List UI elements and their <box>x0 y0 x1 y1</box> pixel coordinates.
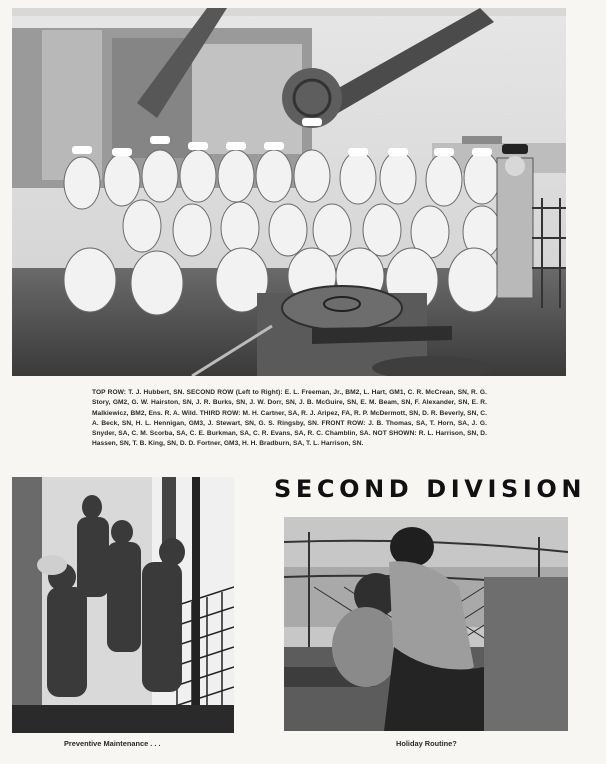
holiday-routine-photo <box>284 517 568 731</box>
maintenance-photo-caption: Preventive Maintenance . . . <box>64 739 161 748</box>
division-group-photo <box>12 8 566 376</box>
page-title: SECOND DIVISION <box>274 475 587 503</box>
crew-roster-caption: TOP ROW: T. J. Hubbert, SN. SECOND ROW (Left to Right): E. L. Freeman, Jr., BM2, L. Hart, GM1, C. R. McCrean, SN, R. G. Story, GM2, G. W. Hairston, SN, J. R. Burks, SN, J. W. Dorr, SN, J. B. McGuire, SN, E. M. Beam, SN, F. Alexander, SN, E. R. Malkiewicz, BM2, Ens. R. A. Wild. THIRD ROW: M. H. Cartner, SA, R. J. Aripez, FA, R. P. McDermott, SN, D. R. Beverly, SN, C. A. Beck, SN, H. L. Hennigan, GM3, J. Stewart, SN, G. S. Ringsby, SN. FRONT ROW: J. B. Thomas, SA, T. Horn, SA, J. G. Snyder, SA, C. M. Scorba, SA, C. E. Burkman, SA, C. R. Evans, SA, R. C. Chamblin, SA. NOT SHOWN: R. L. Harrison, SN, D. Hassen, SN, T. B. King, SN, D. D. Fortner, GM3, H. H. Bradburn, SA, T. L. Harrison, SN. <box>92 389 487 448</box>
maintenance-photo-illustration <box>12 477 234 733</box>
holiday-photo-caption: Holiday Routine? <box>396 739 457 748</box>
maintenance-photo <box>12 477 234 733</box>
holiday-photo-illustration <box>284 517 568 731</box>
group-photo-illustration <box>12 8 566 376</box>
